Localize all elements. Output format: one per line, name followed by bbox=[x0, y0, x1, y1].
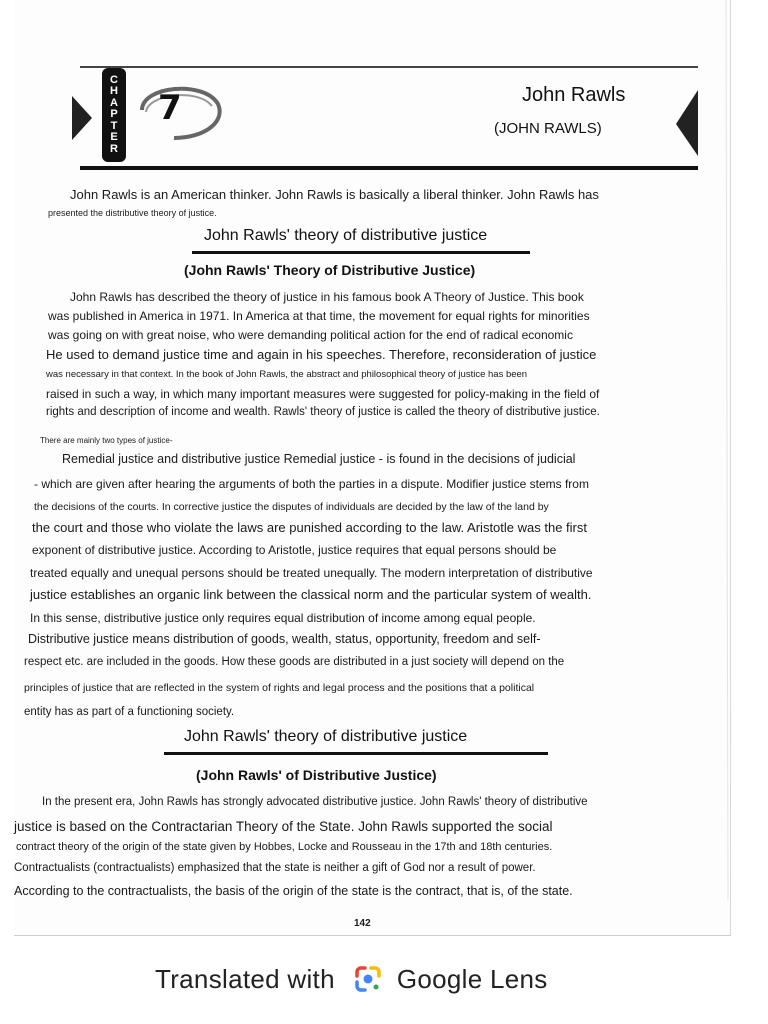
body-line: In the present era, John Rawls has strongly advocated distributive justice. John Rawls' theory of distributive bbox=[42, 796, 588, 808]
chapter-label-letter: R bbox=[110, 142, 118, 155]
chapter-label-letter: H bbox=[110, 85, 118, 98]
body-line: Distributive justice means distribution of goods, wealth, status, opportunity, freedom and self- bbox=[28, 632, 541, 646]
body-line: - which are given after hearing the arguments of both the parties in a dispute. Modifier justice stems from bbox=[34, 477, 589, 491]
body-line: the court and those who violate the laws are punished according to the law. Aristotle was the first bbox=[32, 520, 587, 535]
body-line: Contractualists (contractualists) emphasized that the state is neither a gift of God nor a result of power. bbox=[14, 862, 536, 874]
google-lens-icon bbox=[351, 962, 385, 996]
body-line: According to the contractualists, the basis of the origin of the state is the contract, that is, of the state. bbox=[14, 884, 573, 898]
types-line: There are mainly two types of justice- bbox=[40, 436, 173, 445]
body-line: contract theory of the origin of the state given by Hobbes, Locke and Rousseau in the 17th and 18th centuries. bbox=[16, 841, 553, 853]
body-line: was published in America in 1971. In America at that time, the movement for equal rights for minorities bbox=[48, 309, 590, 323]
body-line: respect etc. are included in the goods. How these goods are distributed in a just society will depend on the bbox=[24, 656, 565, 668]
chapter-title: John Rawls bbox=[522, 84, 626, 106]
chapter-label-letter: P bbox=[110, 108, 118, 121]
chapter-label bbox=[102, 68, 126, 162]
intro-line: presented the distributive theory of justice. bbox=[48, 208, 217, 218]
left-arrow-ornament bbox=[72, 88, 94, 148]
section-subheading: (John Rawls' Theory of Distributive Justice) bbox=[184, 262, 476, 278]
chapter-subtitle: (JOHN RAWLS) bbox=[494, 120, 602, 137]
section-heading-rule bbox=[164, 752, 548, 755]
body-line: He used to demand justice time and again in his speeches. Therefore, reconsideration of justice bbox=[46, 347, 597, 362]
body-line: raised in such a way, in which many important measures were suggested for policy-making in the field of bbox=[46, 387, 600, 401]
body-line: was going on with great noise, who were demanding political action for the end of radical economic bbox=[48, 328, 573, 342]
header-bottom-rule bbox=[80, 166, 698, 170]
body-line: Remedial justice and distributive justice Remedial justice - is found in the decisions of judicial bbox=[62, 452, 576, 466]
body-line: John Rawls has described the theory of justice in his famous book A Theory of Justice. This book bbox=[70, 290, 584, 304]
body-line: principles of justice that are reflected in the system of rights and legal process and the positions that a political bbox=[24, 682, 535, 694]
section-subheading: (John Rawls' of Distributive Justice) bbox=[196, 767, 437, 783]
translation-footer bbox=[155, 962, 548, 996]
adjacent-page-edge bbox=[716, 0, 736, 900]
footer-prefix: Translated with bbox=[155, 963, 335, 994]
page-number: 142 bbox=[354, 918, 371, 929]
chapter-label-letter: T bbox=[110, 119, 118, 132]
body-line: treated equally and unequal persons should be treated unequally. The modern interpretation of distributive bbox=[30, 566, 593, 580]
right-arrow-ornament bbox=[674, 88, 700, 158]
header-top-rule bbox=[80, 66, 698, 68]
body-line: entity has as part of a functioning society. bbox=[24, 706, 235, 718]
chapter-number: 7 bbox=[158, 88, 182, 128]
intro-line: John Rawls is an American thinker. John Rawls is basically a liberal thinker. John Rawls has bbox=[70, 187, 599, 202]
body-line: was necessary in that context. In the book of John Rawls, the abstract and philosophical theory of justice has been bbox=[46, 369, 528, 380]
chapter-number-badge bbox=[134, 78, 224, 142]
section-heading: John Rawls' theory of distributive justice bbox=[184, 728, 468, 745]
body-line: justice establishes an organic link between the classical norm and the particular system of wealth. bbox=[30, 587, 592, 602]
body-line: In this sense, distributive justice only requires equal distribution of income among equal people. bbox=[30, 611, 536, 625]
chapter-label-letter: A bbox=[110, 96, 118, 109]
section-heading: John Rawls' theory of distributive justice bbox=[204, 227, 488, 244]
body-line: the decisions of the courts. In corrective justice the disputes of individuals are decided by the law of the land by bbox=[34, 501, 549, 513]
body-line: justice is based on the Contractarian Theory of the State. John Rawls supported the social bbox=[14, 819, 553, 834]
footer-brand: Google Lens bbox=[396, 963, 548, 994]
document-page bbox=[14, 0, 731, 936]
section-heading-rule bbox=[192, 251, 530, 254]
body-line: exponent of distributive justice. According to Aristotle, justice requires that equal persons should be bbox=[32, 543, 557, 557]
body-line: rights and description of income and wealth. Rawls' theory of justice is called the theory of distributive justice. bbox=[46, 406, 600, 418]
chapter-label-letter: E bbox=[110, 131, 118, 144]
chapter-label-letter: C bbox=[110, 73, 118, 86]
